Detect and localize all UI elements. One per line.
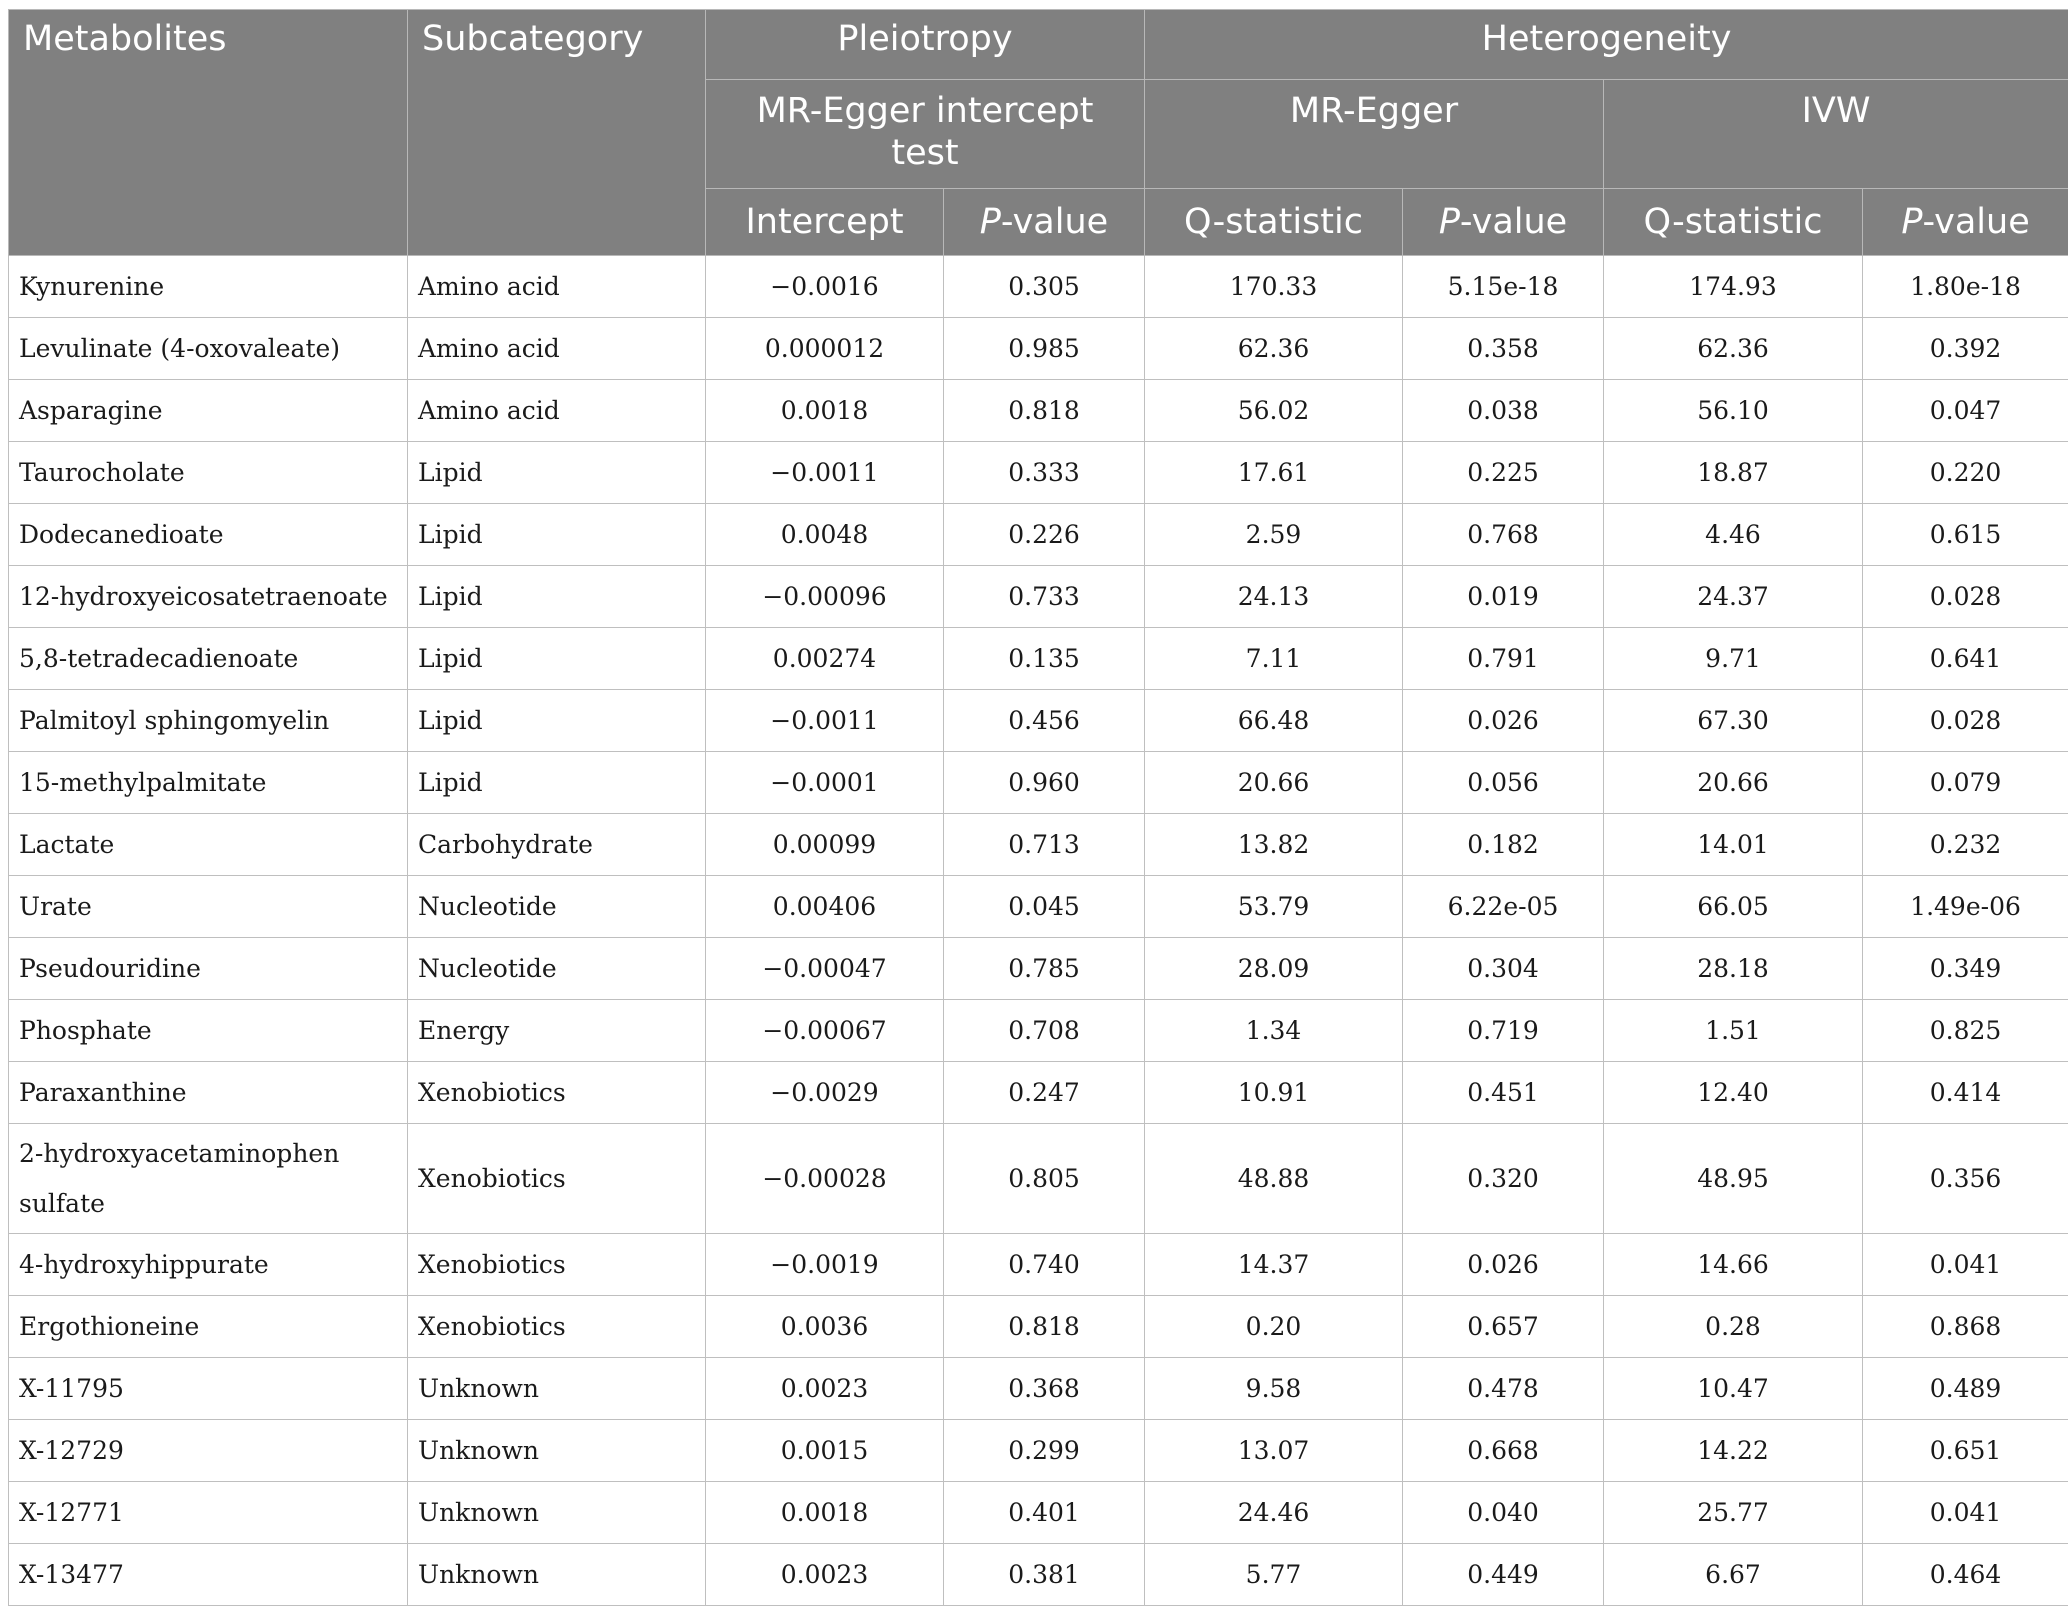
cell-p-ivw: 0.041 xyxy=(1863,1234,2068,1296)
cell-q-ivw: 48.95 xyxy=(1604,1124,1863,1234)
table-row xyxy=(9,1234,2068,1296)
cell-q-ivw: 1.51 xyxy=(1604,1000,1863,1062)
cell-subcategory: Unknown xyxy=(408,1420,706,1482)
cell-metabolite: Asparagine xyxy=(9,380,408,442)
cell-q-egger: 28.09 xyxy=(1145,938,1403,1000)
table-row xyxy=(9,442,2068,504)
cell-subcategory: Nucleotide xyxy=(408,938,706,1000)
cell-q-egger: 0.20 xyxy=(1145,1296,1403,1358)
cell-subcategory: Lipid xyxy=(408,442,706,504)
cell-p-ivw: 0.079 xyxy=(1863,752,2068,814)
cell-p-egger: 0.019 xyxy=(1403,566,1604,628)
cell-q-ivw: 20.66 xyxy=(1604,752,1863,814)
cell-p-pleiotropy: 0.226 xyxy=(944,504,1145,566)
table-row xyxy=(9,1358,2068,1420)
cell-subcategory: Lipid xyxy=(408,566,706,628)
header-intercept: Intercept xyxy=(706,189,944,256)
cell-q-ivw: 0.28 xyxy=(1604,1296,1863,1358)
cell-intercept: −0.0016 xyxy=(706,256,944,318)
cell-p-egger: 0.719 xyxy=(1403,1000,1604,1062)
p-suffix: -value xyxy=(1000,202,1109,242)
cell-subcategory: Amino acid xyxy=(408,256,706,318)
cell-p-pleiotropy: 0.713 xyxy=(944,814,1145,876)
cell-metabolite: 12-hydroxyeicosatetraenoate xyxy=(9,566,408,628)
cell-q-egger: 24.46 xyxy=(1145,1482,1403,1544)
cell-p-egger: 0.026 xyxy=(1403,1234,1604,1296)
table-row xyxy=(9,380,2068,442)
cell-subcategory: Lipid xyxy=(408,690,706,752)
cell-q-egger: 1.34 xyxy=(1145,1000,1403,1062)
cell-p-pleiotropy: 0.045 xyxy=(944,876,1145,938)
cell-q-egger: 66.48 xyxy=(1145,690,1403,752)
cell-intercept: −0.0011 xyxy=(706,690,944,752)
table-body xyxy=(9,256,2068,1606)
cell-p-ivw: 0.615 xyxy=(1863,504,2068,566)
cell-p-egger: 0.358 xyxy=(1403,318,1604,380)
cell-metabolite: 5,8-tetradecadienoate xyxy=(9,628,408,690)
p-suffix: -value xyxy=(1459,202,1568,242)
cell-metabolite: Pseudouridine xyxy=(9,938,408,1000)
header-heterogeneity: Heterogeneity xyxy=(1145,10,2068,80)
cell-intercept: 0.000012 xyxy=(706,318,944,380)
table-row xyxy=(9,256,2068,318)
cell-p-pleiotropy: 0.785 xyxy=(944,938,1145,1000)
cell-p-pleiotropy: 0.740 xyxy=(944,1234,1145,1296)
cell-q-ivw: 10.47 xyxy=(1604,1358,1863,1420)
cell-subcategory: Nucleotide xyxy=(408,876,706,938)
cell-p-pleiotropy: 0.805 xyxy=(944,1124,1145,1234)
table-row xyxy=(9,1482,2068,1544)
cell-q-egger: 14.37 xyxy=(1145,1234,1403,1296)
header-subcategory: Subcategory xyxy=(408,10,706,256)
table-header xyxy=(9,10,2068,256)
cell-p-ivw: 0.041 xyxy=(1863,1482,2068,1544)
cell-p-egger: 0.668 xyxy=(1403,1420,1604,1482)
cell-q-ivw: 4.46 xyxy=(1604,504,1863,566)
header-pleiotropy: Pleiotropy xyxy=(706,10,1145,80)
cell-intercept: 0.00099 xyxy=(706,814,944,876)
cell-subcategory: Unknown xyxy=(408,1482,706,1544)
cell-q-egger: 20.66 xyxy=(1145,752,1403,814)
cell-metabolite: X-11795 xyxy=(9,1358,408,1420)
cell-q-egger: 24.13 xyxy=(1145,566,1403,628)
table-row xyxy=(9,318,2068,380)
p-symbol: P xyxy=(1438,202,1460,242)
cell-subcategory: Lipid xyxy=(408,504,706,566)
cell-intercept: −0.0019 xyxy=(706,1234,944,1296)
cell-q-ivw: 25.77 xyxy=(1604,1482,1863,1544)
cell-subcategory: Amino acid xyxy=(408,318,706,380)
cell-p-pleiotropy: 0.135 xyxy=(944,628,1145,690)
cell-intercept: 0.0048 xyxy=(706,504,944,566)
cell-intercept: −0.00067 xyxy=(706,1000,944,1062)
header-p-value-ivw xyxy=(1863,189,2068,256)
cell-p-ivw: 0.489 xyxy=(1863,1358,2068,1420)
cell-metabolite: Taurocholate xyxy=(9,442,408,504)
cell-q-egger: 2.59 xyxy=(1145,504,1403,566)
header-q-statistic-ivw: Q-statistic xyxy=(1604,189,1863,256)
cell-metabolite: Dodecanedioate xyxy=(9,504,408,566)
cell-subcategory: Xenobiotics xyxy=(408,1296,706,1358)
cell-intercept: 0.0018 xyxy=(706,380,944,442)
cell-intercept: −0.00028 xyxy=(706,1124,944,1234)
cell-metabolite: X-12771 xyxy=(9,1482,408,1544)
cell-metabolite: Ergothioneine xyxy=(9,1296,408,1358)
cell-p-pleiotropy: 0.247 xyxy=(944,1062,1145,1124)
cell-q-ivw: 6.67 xyxy=(1604,1544,1863,1606)
cell-intercept: 0.0036 xyxy=(706,1296,944,1358)
cell-p-ivw: 0.356 xyxy=(1863,1124,2068,1234)
cell-q-ivw: 14.01 xyxy=(1604,814,1863,876)
cell-metabolite: X-12729 xyxy=(9,1420,408,1482)
cell-intercept: 0.00406 xyxy=(706,876,944,938)
cell-p-pleiotropy: 0.960 xyxy=(944,752,1145,814)
cell-subcategory: Unknown xyxy=(408,1544,706,1606)
cell-metabolite: 4-hydroxyhippurate xyxy=(9,1234,408,1296)
cell-p-pleiotropy: 0.299 xyxy=(944,1420,1145,1482)
cell-q-ivw: 14.66 xyxy=(1604,1234,1863,1296)
cell-q-egger: 13.82 xyxy=(1145,814,1403,876)
cell-subcategory: Carbohydrate xyxy=(408,814,706,876)
cell-metabolite: Palmitoyl sphingomyelin xyxy=(9,690,408,752)
cell-q-ivw: 14.22 xyxy=(1604,1420,1863,1482)
cell-q-ivw: 28.18 xyxy=(1604,938,1863,1000)
cell-p-ivw: 0.392 xyxy=(1863,318,2068,380)
header-mr-egger: MR-Egger xyxy=(1145,80,1604,189)
header-metabolites: Metabolites xyxy=(9,10,408,256)
table-row xyxy=(9,690,2068,752)
cell-p-ivw: 0.349 xyxy=(1863,938,2068,1000)
cell-subcategory: Xenobiotics xyxy=(408,1124,706,1234)
table-row xyxy=(9,628,2068,690)
cell-p-ivw: 0.651 xyxy=(1863,1420,2068,1482)
p-symbol: P xyxy=(979,202,1001,242)
cell-metabolite: Kynurenine xyxy=(9,256,408,318)
cell-subcategory: Lipid xyxy=(408,752,706,814)
table-row xyxy=(9,1062,2068,1124)
table-row xyxy=(9,938,2068,1000)
table-row xyxy=(9,876,2068,938)
p-symbol: P xyxy=(1901,202,1923,242)
cell-p-egger: 6.22e-05 xyxy=(1403,876,1604,938)
p-suffix: -value xyxy=(1922,202,2030,242)
cell-intercept: 0.0023 xyxy=(706,1358,944,1420)
table-row xyxy=(9,814,2068,876)
results-table xyxy=(8,9,2068,1606)
cell-q-ivw: 62.36 xyxy=(1604,318,1863,380)
cell-p-ivw: 0.220 xyxy=(1863,442,2068,504)
table-row xyxy=(9,752,2068,814)
cell-q-egger: 9.58 xyxy=(1145,1358,1403,1420)
cell-subcategory: Xenobiotics xyxy=(408,1062,706,1124)
cell-metabolite: 2-hydroxyacetaminophen sulfate xyxy=(9,1124,408,1234)
table-row xyxy=(9,1420,2068,1482)
cell-p-pleiotropy: 0.985 xyxy=(944,318,1145,380)
cell-p-ivw: 0.641 xyxy=(1863,628,2068,690)
cell-q-egger: 13.07 xyxy=(1145,1420,1403,1482)
cell-intercept: −0.00047 xyxy=(706,938,944,1000)
cell-subcategory: Xenobiotics xyxy=(408,1234,706,1296)
cell-q-ivw: 24.37 xyxy=(1604,566,1863,628)
cell-q-egger: 17.61 xyxy=(1145,442,1403,504)
cell-q-ivw: 12.40 xyxy=(1604,1062,1863,1124)
cell-p-egger: 0.451 xyxy=(1403,1062,1604,1124)
header-ivw: IVW xyxy=(1604,80,2068,189)
header-q-statistic-egger: Q-statistic xyxy=(1145,189,1403,256)
cell-p-egger: 0.449 xyxy=(1403,1544,1604,1606)
cell-p-egger: 0.304 xyxy=(1403,938,1604,1000)
cell-p-pleiotropy: 0.305 xyxy=(944,256,1145,318)
cell-metabolite: X-13477 xyxy=(9,1544,408,1606)
table-row xyxy=(9,566,2068,628)
cell-p-ivw: 1.80e-18 xyxy=(1863,256,2068,318)
cell-p-pleiotropy: 0.818 xyxy=(944,1296,1145,1358)
cell-metabolite: Lactate xyxy=(9,814,408,876)
cell-subcategory: Unknown xyxy=(408,1358,706,1420)
cell-p-ivw: 0.028 xyxy=(1863,566,2068,628)
cell-p-pleiotropy: 0.818 xyxy=(944,380,1145,442)
cell-p-ivw: 0.414 xyxy=(1863,1062,2068,1124)
cell-intercept: −0.00096 xyxy=(706,566,944,628)
table-row xyxy=(9,1296,2068,1358)
cell-p-ivw: 0.464 xyxy=(1863,1544,2068,1606)
table-row xyxy=(9,1124,2068,1234)
header-mr-egger-intercept-test: MR-Egger intercept test xyxy=(706,80,1145,189)
cell-p-egger: 0.040 xyxy=(1403,1482,1604,1544)
cell-p-egger: 0.056 xyxy=(1403,752,1604,814)
cell-p-ivw: 0.028 xyxy=(1863,690,2068,752)
cell-q-ivw: 9.71 xyxy=(1604,628,1863,690)
cell-intercept: 0.0018 xyxy=(706,1482,944,1544)
cell-q-egger: 170.33 xyxy=(1145,256,1403,318)
cell-metabolite: Urate xyxy=(9,876,408,938)
cell-p-ivw: 0.825 xyxy=(1863,1000,2068,1062)
cell-p-pleiotropy: 0.381 xyxy=(944,1544,1145,1606)
cell-q-ivw: 67.30 xyxy=(1604,690,1863,752)
cell-q-ivw: 66.05 xyxy=(1604,876,1863,938)
cell-q-egger: 62.36 xyxy=(1145,318,1403,380)
cell-p-pleiotropy: 0.733 xyxy=(944,566,1145,628)
table-row xyxy=(9,504,2068,566)
cell-p-pleiotropy: 0.708 xyxy=(944,1000,1145,1062)
cell-p-pleiotropy: 0.368 xyxy=(944,1358,1145,1420)
cell-p-ivw: 0.232 xyxy=(1863,814,2068,876)
cell-p-egger: 0.478 xyxy=(1403,1358,1604,1420)
cell-metabolite: Phosphate xyxy=(9,1000,408,1062)
cell-p-egger: 0.320 xyxy=(1403,1124,1604,1234)
cell-intercept: −0.0001 xyxy=(706,752,944,814)
cell-q-egger: 48.88 xyxy=(1145,1124,1403,1234)
cell-intercept: −0.0029 xyxy=(706,1062,944,1124)
cell-q-ivw: 174.93 xyxy=(1604,256,1863,318)
cell-subcategory: Energy xyxy=(408,1000,706,1062)
cell-q-egger: 10.91 xyxy=(1145,1062,1403,1124)
table-row xyxy=(9,1000,2068,1062)
cell-intercept: 0.0015 xyxy=(706,1420,944,1482)
cell-metabolite: 15-methylpalmitate xyxy=(9,752,408,814)
cell-p-pleiotropy: 0.401 xyxy=(944,1482,1145,1544)
cell-metabolite: Paraxanthine xyxy=(9,1062,408,1124)
cell-intercept: −0.0011 xyxy=(706,442,944,504)
cell-q-egger: 5.77 xyxy=(1145,1544,1403,1606)
cell-q-egger: 56.02 xyxy=(1145,380,1403,442)
header-p-value-pleiotropy xyxy=(944,189,1145,256)
cell-q-ivw: 56.10 xyxy=(1604,380,1863,442)
cell-p-ivw: 0.868 xyxy=(1863,1296,2068,1358)
cell-subcategory: Amino acid xyxy=(408,380,706,442)
cell-subcategory: Lipid xyxy=(408,628,706,690)
cell-q-egger: 7.11 xyxy=(1145,628,1403,690)
cell-metabolite: Levulinate (4-oxovaleate) xyxy=(9,318,408,380)
cell-p-egger: 0.657 xyxy=(1403,1296,1604,1358)
cell-p-egger: 0.182 xyxy=(1403,814,1604,876)
header-p-value-egger xyxy=(1403,189,1604,256)
cell-intercept: 0.00274 xyxy=(706,628,944,690)
cell-p-egger: 0.768 xyxy=(1403,504,1604,566)
cell-p-ivw: 0.047 xyxy=(1863,380,2068,442)
cell-p-egger: 0.038 xyxy=(1403,380,1604,442)
cell-p-egger: 0.225 xyxy=(1403,442,1604,504)
cell-q-egger: 53.79 xyxy=(1145,876,1403,938)
cell-p-egger: 5.15e-18 xyxy=(1403,256,1604,318)
cell-p-egger: 0.791 xyxy=(1403,628,1604,690)
cell-p-pleiotropy: 0.333 xyxy=(944,442,1145,504)
cell-p-pleiotropy: 0.456 xyxy=(944,690,1145,752)
cell-p-ivw: 1.49e-06 xyxy=(1863,876,2068,938)
table-row xyxy=(9,1544,2068,1606)
cell-p-egger: 0.026 xyxy=(1403,690,1604,752)
cell-intercept: 0.0023 xyxy=(706,1544,944,1606)
cell-q-ivw: 18.87 xyxy=(1604,442,1863,504)
